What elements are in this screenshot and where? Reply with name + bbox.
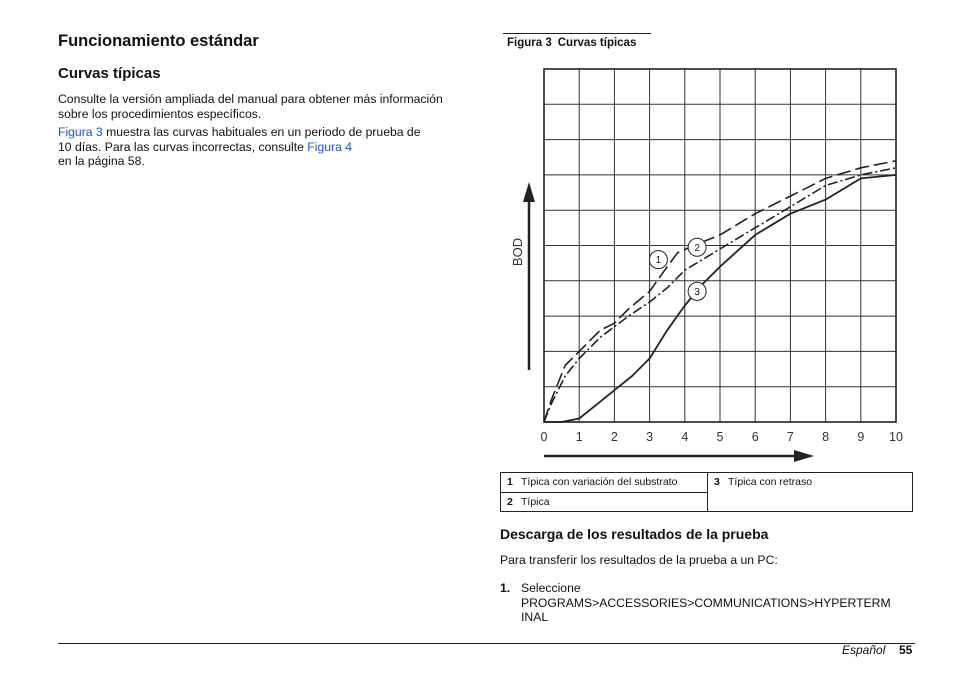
paragraph-line: sobre los procedimientos específicos. (58, 106, 262, 121)
paragraph-manual-reference (58, 92, 443, 121)
x-tick-label: 3 (646, 430, 654, 444)
legend-number: 2 (507, 496, 513, 508)
figure-legend (500, 472, 913, 512)
legend-number: 1 (507, 476, 513, 488)
x-axis-arrowhead (794, 450, 814, 462)
x-tick-label: 6 (751, 430, 759, 444)
step-number: 1. (500, 581, 511, 595)
x-tick-labels (541, 430, 903, 444)
section-title-typical-curves: Curvas típicas (58, 65, 161, 82)
paragraph-text: 10 días. Para las curvas incorrectas, consulte (58, 139, 308, 154)
legend-row-divider (501, 492, 707, 493)
y-axis-label: BOD (510, 237, 525, 267)
paragraph-text: muestra las curvas habituales en un periodo de prueba de (102, 125, 421, 139)
page-title: Funcionamiento estándar (58, 32, 259, 50)
callout-label-3: 3 (694, 286, 700, 298)
legend-item (507, 476, 677, 488)
legend-item (507, 496, 550, 508)
figure-caption-rule (503, 33, 651, 34)
x-tick-label: 4 (681, 430, 689, 444)
paragraph-text: en la página 58. (58, 154, 145, 168)
figure-caption-text: Curvas típicas (557, 37, 637, 49)
x-tick-label: 5 (716, 430, 724, 444)
x-tick-label: 2 (610, 430, 618, 444)
x-tick-label: 10 (889, 430, 903, 444)
download-intro: Para transferir los resultados de la prueba a un PC: (500, 553, 778, 567)
legend-divider (707, 473, 708, 511)
chart-grid (544, 69, 896, 422)
paragraph-line: Consulte la versión ampliada del manual para obtener más información (58, 92, 443, 106)
legend-text: Típica con retraso (728, 476, 813, 488)
y-axis-arrowhead (523, 182, 535, 202)
x-tick-label: 0 (540, 430, 548, 444)
footer-language: Español (842, 643, 886, 657)
step-line: INAL (521, 610, 549, 624)
x-tick-label: 9 (857, 430, 865, 444)
step-1-text (521, 581, 891, 625)
callout-label-1: 1 (655, 255, 662, 267)
link-figure-3[interactable]: Figura 3 (58, 125, 103, 139)
x-tick-label: 1 (575, 430, 583, 444)
footer-rule (58, 643, 915, 644)
step-line: PROGRAMS>ACCESSORIES>COMMUNICATIONS>HYPERTERM (521, 595, 891, 610)
page-number: 55 (899, 643, 913, 657)
section-title-download-results: Descarga de los resultados de la prueba (500, 526, 769, 542)
legend-text: Típica con variación del substrato (521, 476, 678, 488)
paragraph-curves-description (58, 125, 420, 169)
link-figure-4[interactable]: Figura 4 (307, 139, 353, 154)
legend-number: 3 (714, 476, 720, 488)
legend-item (714, 476, 812, 488)
x-tick-label: 8 (822, 430, 830, 444)
figure-caption (507, 37, 636, 49)
typical-curves-chart (500, 60, 910, 465)
legend-text: Típica (521, 496, 550, 508)
callout-label-2: 2 (694, 242, 700, 254)
chart-callouts (649, 238, 706, 300)
figure-label: Figura 3 (507, 37, 552, 49)
x-tick-label: 7 (786, 430, 794, 444)
step-line: Seleccione (521, 581, 581, 595)
